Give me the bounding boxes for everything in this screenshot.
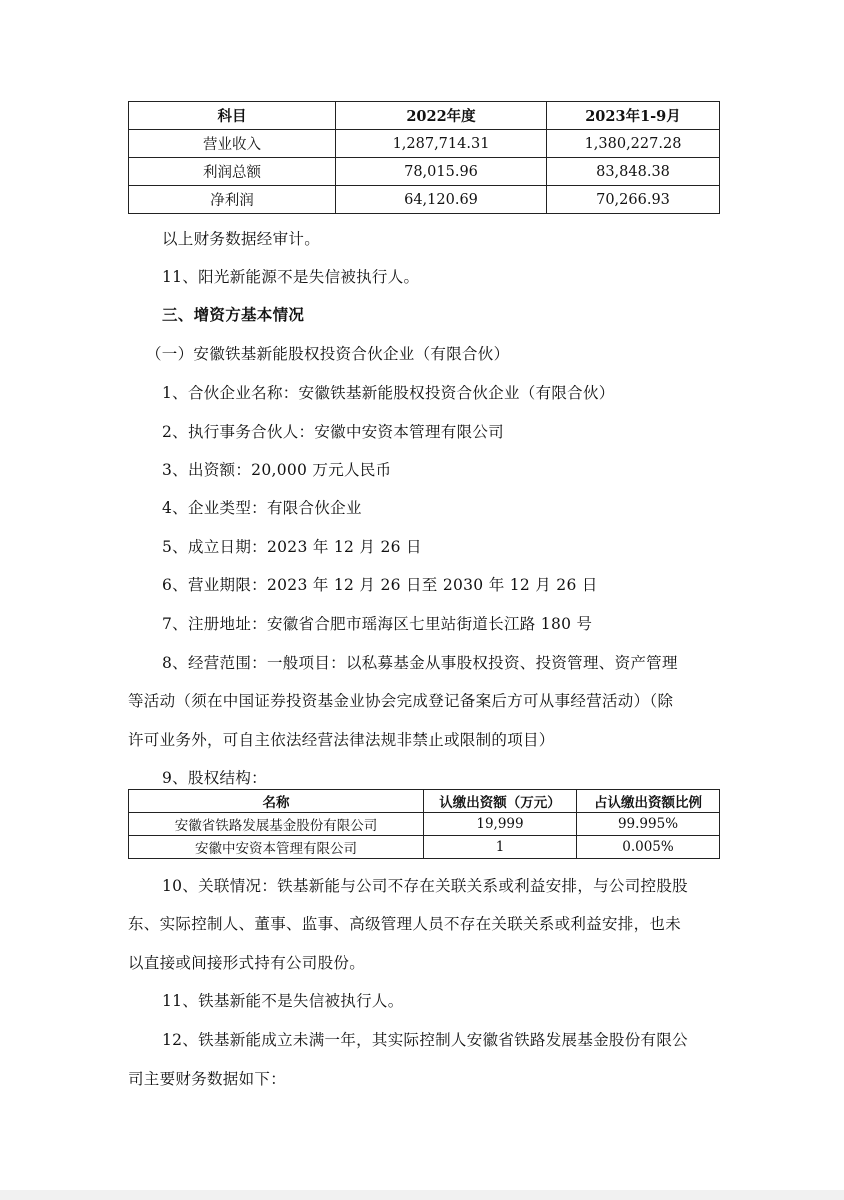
table-cell: 64,120.69: [336, 186, 547, 214]
column-header: 占认缴出资额比例: [577, 790, 720, 813]
paragraph-item-5: 5、成立日期：2023 年 12 月 26 日: [162, 538, 422, 556]
table-cell: 净利润: [129, 186, 336, 214]
column-header: 科目: [129, 102, 336, 130]
paragraph-item-11: 11、铁基新能不是失信被执行人。: [162, 992, 404, 1010]
paragraph-item-12-line-1: 12、铁基新能成立未满一年，其实际控制人安徽省铁路发展基金股份有限公: [162, 1031, 688, 1049]
paragraph-item-4: 4、企业类型：有限合伙企业: [162, 499, 362, 517]
table-cell: 78,015.96: [336, 158, 547, 186]
subsection-heading: （一）安徽铁基新能股权投资合伙企业（有限合伙）: [146, 345, 510, 363]
paragraph-item-8-line-1: 8、经营范围：一般项目：以私募基金从事股权投资、投资管理、资产管理: [162, 654, 678, 672]
paragraph-item-8-line-2: 等活动（须在中国证券投资基金业协会完成登记备案后方可从事经营活动）（除: [128, 692, 674, 710]
column-header: 名称: [129, 790, 424, 813]
paragraph-item-12-line-2: 司主要财务数据如下：: [128, 1070, 287, 1088]
table-cell: 利润总额: [129, 158, 336, 186]
column-header: 认缴出资额（万元）: [424, 790, 577, 813]
paragraph-item-8-line-3: 许可业务外，可自主依法经营法律法规非禁止或限制的项目）: [128, 731, 555, 749]
paragraph-item-3: 3、出资额：20,000 万元人民币: [162, 461, 392, 479]
paragraph-item-1: 1、合伙企业名称：安徽铁基新能股权投资合伙企业（有限合伙）: [162, 384, 615, 402]
paragraph-item-6: 6、营业期限：2023 年 12 月 26 日至 2030 年 12 月 26 日: [162, 576, 598, 594]
column-header: 2023年1-9月: [547, 102, 720, 130]
table-row: [129, 836, 720, 859]
table-row: [129, 813, 720, 836]
table-header-row: [129, 102, 720, 130]
table-cell: 70,266.93: [547, 186, 720, 214]
column-header: 2022年度: [336, 102, 547, 130]
paragraph-item-2: 2、执行事务合伙人：安徽中安资本管理有限公司: [162, 423, 504, 441]
page-bottom-edge: [0, 1190, 844, 1200]
financial-data-table: [128, 101, 720, 214]
table-cell: 1,287,714.31: [336, 130, 547, 158]
table-header-row: [129, 790, 720, 813]
table-row: [129, 186, 720, 214]
table-cell: 安徽中安资本管理有限公司: [129, 836, 424, 859]
paragraph-item-11-sunshine: 11、阳光新能源不是失信被执行人。: [162, 268, 420, 286]
table-row: [129, 158, 720, 186]
paragraph-item-10-line-1: 10、关联情况：铁基新能与公司不存在关联关系或利益安排，与公司控股股: [162, 877, 688, 895]
paragraph-item-9: 9、股权结构：: [162, 769, 267, 787]
table-row: [129, 130, 720, 158]
table-cell: 1: [424, 836, 577, 859]
paragraph-item-7: 7、注册地址：安徽省合肥市瑶海区七里站街道长江路 180 号: [162, 615, 593, 633]
table-cell: 99.995%: [577, 813, 720, 836]
paragraph-item-10-line-3: 以直接或间接形式持有公司股份。: [128, 954, 366, 972]
table-cell: 营业收入: [129, 130, 336, 158]
audit-note: 以上财务数据经审计。: [162, 230, 321, 248]
table-cell: 19,999: [424, 813, 577, 836]
paragraph-item-10-line-2: 东、实际控制人、董事、监事、高级管理人员不存在关联关系或利益安排，也未: [128, 915, 682, 933]
table-cell: 1,380,227.28: [547, 130, 720, 158]
section-heading: 三、增资方基本情况: [162, 305, 305, 324]
equity-structure-table: [128, 789, 720, 859]
table-cell: 安徽省铁路发展基金股份有限公司: [129, 813, 424, 836]
table-cell: 83,848.38: [547, 158, 720, 186]
table-cell: 0.005%: [577, 836, 720, 859]
